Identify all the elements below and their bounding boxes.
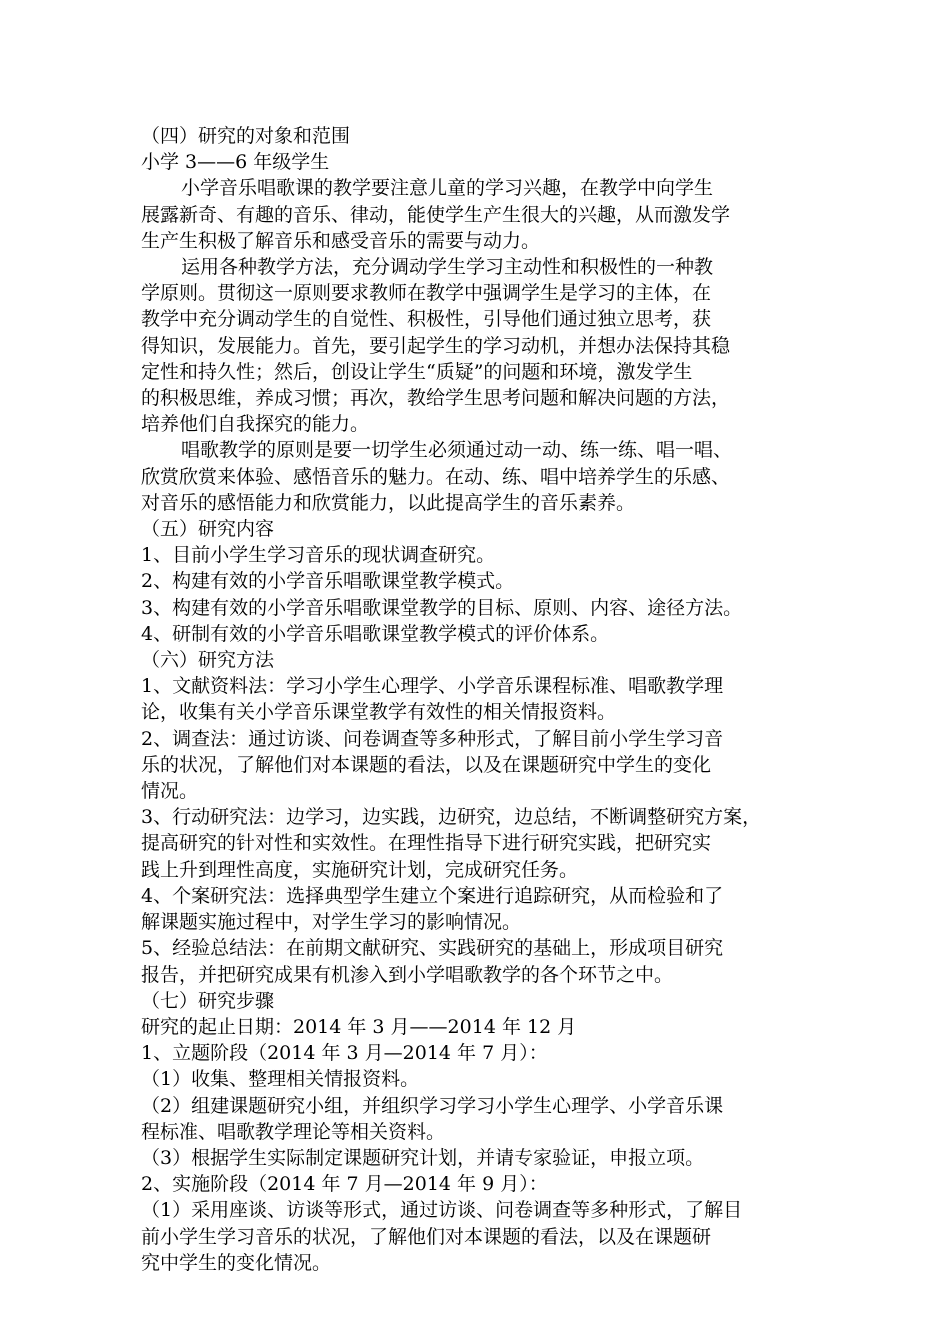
text-line: 论，收集有关小学音乐课堂教学有效性的相关情报资料。 xyxy=(141,701,617,724)
document-page xyxy=(141,123,813,1276)
text-line: 2、实施阶段（2014 年 7 月—2014 年 9 月）： xyxy=(141,1173,548,1196)
text-line: 4、研制有效的小学音乐唱歌课堂教学模式的评价体系。 xyxy=(141,622,610,645)
text-line: （1）收集、整理相关情报资料。 xyxy=(141,1068,420,1091)
text-line: 1、立题阶段（2014 年 3 月—2014 年 7 月）： xyxy=(141,1042,548,1065)
text-line: （1）采用座谈、访谈等形式，通过访谈、问卷调查等多种形式，了解目 xyxy=(141,1199,743,1222)
text-line: 学原则。贯彻这一原则要求教师在教学中强调学生是学习的主体，在 xyxy=(141,282,712,305)
text-line: 研究的起止日期：2014 年 3 月——2014 年 12 月 xyxy=(141,1015,577,1038)
text-line: （七）研究步骤 xyxy=(141,989,275,1012)
text-line: 小学音乐唱歌课的教学要注意儿童的学习兴趣，在教学中向学生 xyxy=(181,177,714,200)
text-line: 提高研究的针对性和实效性。在理性指导下进行研究实践，把研究实 xyxy=(141,832,712,855)
text-line: （六）研究方法 xyxy=(141,649,275,672)
text-line: 3、行动研究法：边学习，边实践，边研究，边总结，不断调整研究方案， xyxy=(141,806,762,829)
text-line: 程标准、唱歌教学理论等相关资料。 xyxy=(141,1120,446,1143)
text-line: 践上升到理性高度，实施研究计划，完成研究任务。 xyxy=(141,858,579,881)
text-line: 报告，并把研究成果有机渗入到小学唱歌教学的各个环节之中。 xyxy=(141,963,674,986)
text-line: （3）根据学生实际制定课题研究计划，并请专家验证，申报立项。 xyxy=(141,1146,705,1169)
text-line: 1、文献资料法：学习小学生心理学、小学音乐课程标准、唱歌教学理 xyxy=(141,675,724,698)
text-line: 乐的状况，了解他们对本课题的看法，以及在课题研究中学生的变化 xyxy=(141,753,712,776)
text-line: 小学 3——6 年级学生 xyxy=(141,151,330,174)
text-line: 得知识，发展能力。首先，要引起学生的学习动机，并想办法保持其稳 xyxy=(141,334,731,357)
text-line: （五）研究内容 xyxy=(141,518,275,541)
text-line: （2）组建课题研究小组，并组织学习学习小学生心理学、小学音乐课 xyxy=(141,1094,724,1117)
text-line: 定性和持久性；然后，创设让学生“质疑”的问题和环境，激发学生 xyxy=(141,360,693,383)
text-line: 生产生积极了解音乐和感受音乐的需要与动力。 xyxy=(141,229,541,252)
text-line: 培养他们自我探究的能力。 xyxy=(141,413,370,436)
text-line: 1、目前小学生学习音乐的现状调查研究。 xyxy=(141,544,496,567)
text-line: 展露新奇、有趣的音乐、律动，能使学生产生很大的兴趣，从而激发学 xyxy=(141,203,731,226)
text-line: 2、构建有效的小学音乐唱歌课堂教学模式。 xyxy=(141,570,515,593)
text-line: 唱歌教学的原则是要一切学生必须通过动一动、练一练、唱一唱、 xyxy=(181,439,733,462)
text-line: 5、经验总结法：在前期文献研究、实践研究的基础上，形成项目研究 xyxy=(141,937,724,960)
text-line: 2、调查法：通过访谈、问卷调查等多种形式，了解目前小学生学习音 xyxy=(141,727,724,750)
text-line: 欣赏欣赏来体验、感悟音乐的魅力。在动、练、唱中培养学生的乐感、 xyxy=(141,465,731,488)
text-line: 3、构建有效的小学音乐唱歌课堂教学的目标、原则、内容、途径方法。 xyxy=(141,596,743,619)
text-line: 4、个案研究法：选择典型学生建立个案进行追踪研究，从而检验和了 xyxy=(141,884,724,907)
text-line: 的积极思维，养成习惯；再次，教给学生思考问题和解决问题的方法， xyxy=(141,387,731,410)
text-line: 运用各种教学方法，充分调动学生学习主动性和积极性的一种教 xyxy=(181,256,714,279)
text-line: 对音乐的感悟能力和欣赏能力，以此提高学生的音乐素养。 xyxy=(141,491,636,514)
text-line: 究中学生的变化情况。 xyxy=(141,1251,332,1274)
text-line: 解课题实施过程中，对学生学习的影响情况。 xyxy=(141,911,522,934)
text-line: 情况。 xyxy=(141,780,199,803)
text-line: （四）研究的对象和范围 xyxy=(141,125,351,147)
text-line: 前小学生学习音乐的状况，了解他们对本课题的看法，以及在课题研 xyxy=(141,1225,712,1248)
text-line: 教学中充分调动学生的自觉性、积极性，引导他们通过独立思考，获 xyxy=(141,308,712,331)
